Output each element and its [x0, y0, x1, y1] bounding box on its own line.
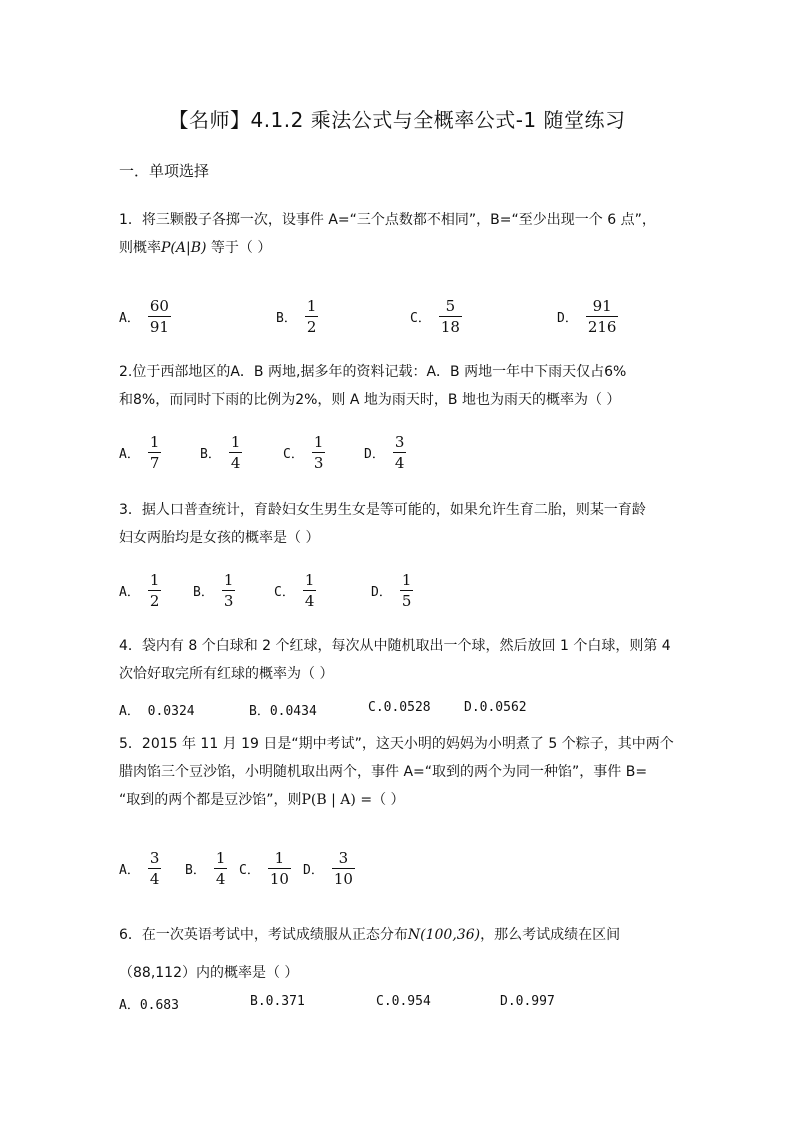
- question-2-line-2: 和8%，而同时下雨的比例为2%，则 A 地为雨天时，B 地也为雨天的概率为（ ）: [119, 392, 621, 408]
- numerator: 1: [274, 848, 285, 867]
- numerator: 1: [230, 432, 241, 451]
- denominator: 216: [587, 317, 617, 336]
- option-a[interactable]: [119, 292, 171, 340]
- denominator: 4: [304, 591, 315, 610]
- option-b[interactable]: B．0.0434: [249, 704, 317, 719]
- numerator: 3: [394, 432, 405, 451]
- question-5-blank: （ ）: [372, 792, 405, 808]
- question-1-blank: 等于（ ）: [206, 240, 272, 256]
- numerator: 1: [304, 570, 315, 589]
- option-c[interactable]: [239, 844, 291, 892]
- option-c[interactable]: [274, 566, 316, 614]
- fraction: [268, 848, 291, 889]
- denominator: 2: [149, 591, 160, 610]
- option-label: D．: [364, 446, 385, 462]
- question-1: [119, 206, 689, 262]
- page-title: 【名师】4.1.2 乘法公式与全概率公式-1 随堂练习: [168, 108, 626, 132]
- question-6-text: 6．在一次英语考试中，考试成绩服从正态分布: [119, 927, 408, 943]
- fraction: [229, 432, 243, 473]
- option-d[interactable]: [371, 566, 413, 614]
- option-label: B．: [185, 862, 206, 878]
- option-a[interactable]: A．0.683: [119, 998, 179, 1013]
- option-d[interactable]: [303, 844, 355, 892]
- question-1-text: 则概率: [119, 240, 161, 256]
- fraction: [332, 848, 355, 889]
- fraction: [439, 296, 462, 337]
- question-3: [119, 496, 689, 552]
- denominator: 18: [440, 317, 460, 336]
- option-label: A．: [119, 584, 140, 600]
- fraction: [586, 296, 619, 337]
- option-b[interactable]: [200, 428, 242, 476]
- option-a[interactable]: [119, 428, 161, 476]
- question-2-line-1: 2.位于西部地区的A．B 两地,据多年的资料记载：A．B 两地一年中下雨天仅占6%: [119, 364, 627, 380]
- option-b[interactable]: B.0.371: [250, 994, 305, 1009]
- denominator: 91: [149, 317, 169, 336]
- fraction: [148, 570, 162, 611]
- option-label: C．: [283, 446, 304, 462]
- question-6-line-2: （88,112）内的概率是（ ）: [119, 965, 299, 981]
- option-label: A．: [119, 446, 140, 462]
- denominator: 10: [269, 869, 289, 888]
- numerator: 1: [306, 296, 317, 315]
- question-1-line-2: [119, 234, 689, 262]
- denominator: 4: [394, 453, 405, 472]
- option-a[interactable]: [119, 844, 161, 892]
- numerator: 5: [445, 296, 456, 315]
- option-a[interactable]: [119, 566, 161, 614]
- fraction: [148, 296, 171, 337]
- numerator: 1: [313, 432, 324, 451]
- option-label: C．: [239, 862, 260, 878]
- numerator: 3: [338, 848, 349, 867]
- fraction: [222, 570, 236, 611]
- denominator: 10: [333, 869, 353, 888]
- numerator: 1: [223, 570, 234, 589]
- option-c[interactable]: C.0.0528: [368, 700, 431, 715]
- question-2: [119, 358, 689, 414]
- question-6: [119, 916, 689, 992]
- option-label: C．: [274, 584, 295, 600]
- section-heading: 一．单项选择: [119, 162, 210, 180]
- denominator: 3: [223, 591, 234, 610]
- option-b[interactable]: [185, 844, 227, 892]
- numerator: 3: [149, 848, 160, 867]
- fraction: [303, 570, 317, 611]
- option-label: B．: [276, 310, 297, 326]
- option-label: D．: [371, 584, 392, 600]
- question-5-text: “取到的两个都是豆沙馅”，则: [119, 792, 302, 808]
- option-d[interactable]: [364, 428, 406, 476]
- fraction: [148, 432, 162, 473]
- question-6-formula: N(100,36): [407, 927, 481, 943]
- option-label: B．: [200, 446, 221, 462]
- option-label: C．: [410, 310, 431, 326]
- option-label: A．: [119, 310, 140, 326]
- option-c[interactable]: C.0.954: [376, 994, 431, 1009]
- option-c[interactable]: [283, 428, 325, 476]
- fraction: [148, 848, 162, 889]
- question-5-line-3: [119, 786, 689, 814]
- denominator: 3: [313, 453, 324, 472]
- fraction: [214, 848, 228, 889]
- option-b[interactable]: [193, 566, 235, 614]
- fraction: [312, 432, 326, 473]
- question-6-line-1: [119, 916, 689, 954]
- denominator: 4: [230, 453, 241, 472]
- question-5-formula: P(B | A) =: [301, 792, 373, 808]
- option-a[interactable]: A． 0.0324: [119, 704, 195, 719]
- question-6-text-end: ，那么考试成绩在区间: [480, 927, 621, 943]
- numerator: 1: [401, 570, 412, 589]
- option-c[interactable]: [410, 292, 462, 340]
- numerator: 60: [149, 296, 169, 315]
- fraction: [400, 570, 414, 611]
- question-1-formula: P(A|B): [161, 240, 207, 256]
- numerator: 1: [215, 848, 226, 867]
- option-label: D．: [557, 310, 578, 326]
- denominator: 2: [306, 317, 317, 336]
- question-1-line-1: 1．将三颗骰子各掷一次，设事件 A=“三个点数都不相同”，B=“至少出现一个 6 点”，: [119, 212, 656, 228]
- question-4: [119, 632, 689, 688]
- numerator: 1: [149, 432, 160, 451]
- numerator: 1: [149, 570, 160, 589]
- option-label: D．: [303, 862, 324, 878]
- question-3-line-2: 妇女两胎均是女孩的概率是（ ）: [119, 530, 320, 546]
- option-d[interactable]: [557, 292, 618, 340]
- denominator: 4: [149, 869, 160, 888]
- question-5: [119, 730, 689, 814]
- denominator: 7: [149, 453, 160, 472]
- option-d[interactable]: D.0.0562: [464, 700, 527, 715]
- option-label: A．: [119, 862, 140, 878]
- question-5-line-2: 腊肉馅三个豆沙馅，小明随机取出两个，事件 A=“取到的两个为同一种馅”，事件 B=: [119, 764, 648, 780]
- numerator: 91: [592, 296, 612, 315]
- question-4-line-1: 4．袋内有 8 个白球和 2 个红球，每次从中随机取出一个球，然后放回 1 个白球，则第 4: [119, 638, 671, 654]
- denominator: 4: [215, 869, 226, 888]
- denominator: 5: [401, 591, 412, 610]
- fraction: [305, 296, 319, 337]
- option-b[interactable]: [276, 292, 318, 340]
- fraction: [393, 432, 407, 473]
- question-5-line-1: 5．2015 年 11 月 19 日是“期中考试”，这天小明的妈妈为小明煮了 5 个粽子，其中两个: [119, 736, 674, 752]
- option-d[interactable]: D.0.997: [500, 994, 555, 1009]
- question-4-line-2: 次恰好取完所有红球的概率为（ ）: [119, 666, 334, 682]
- option-label: B．: [193, 584, 214, 600]
- question-3-line-1: 3．据人口普查统计，育龄妇女生男生女是等可能的，如果允许生育二胎，则某一育龄: [119, 502, 646, 518]
